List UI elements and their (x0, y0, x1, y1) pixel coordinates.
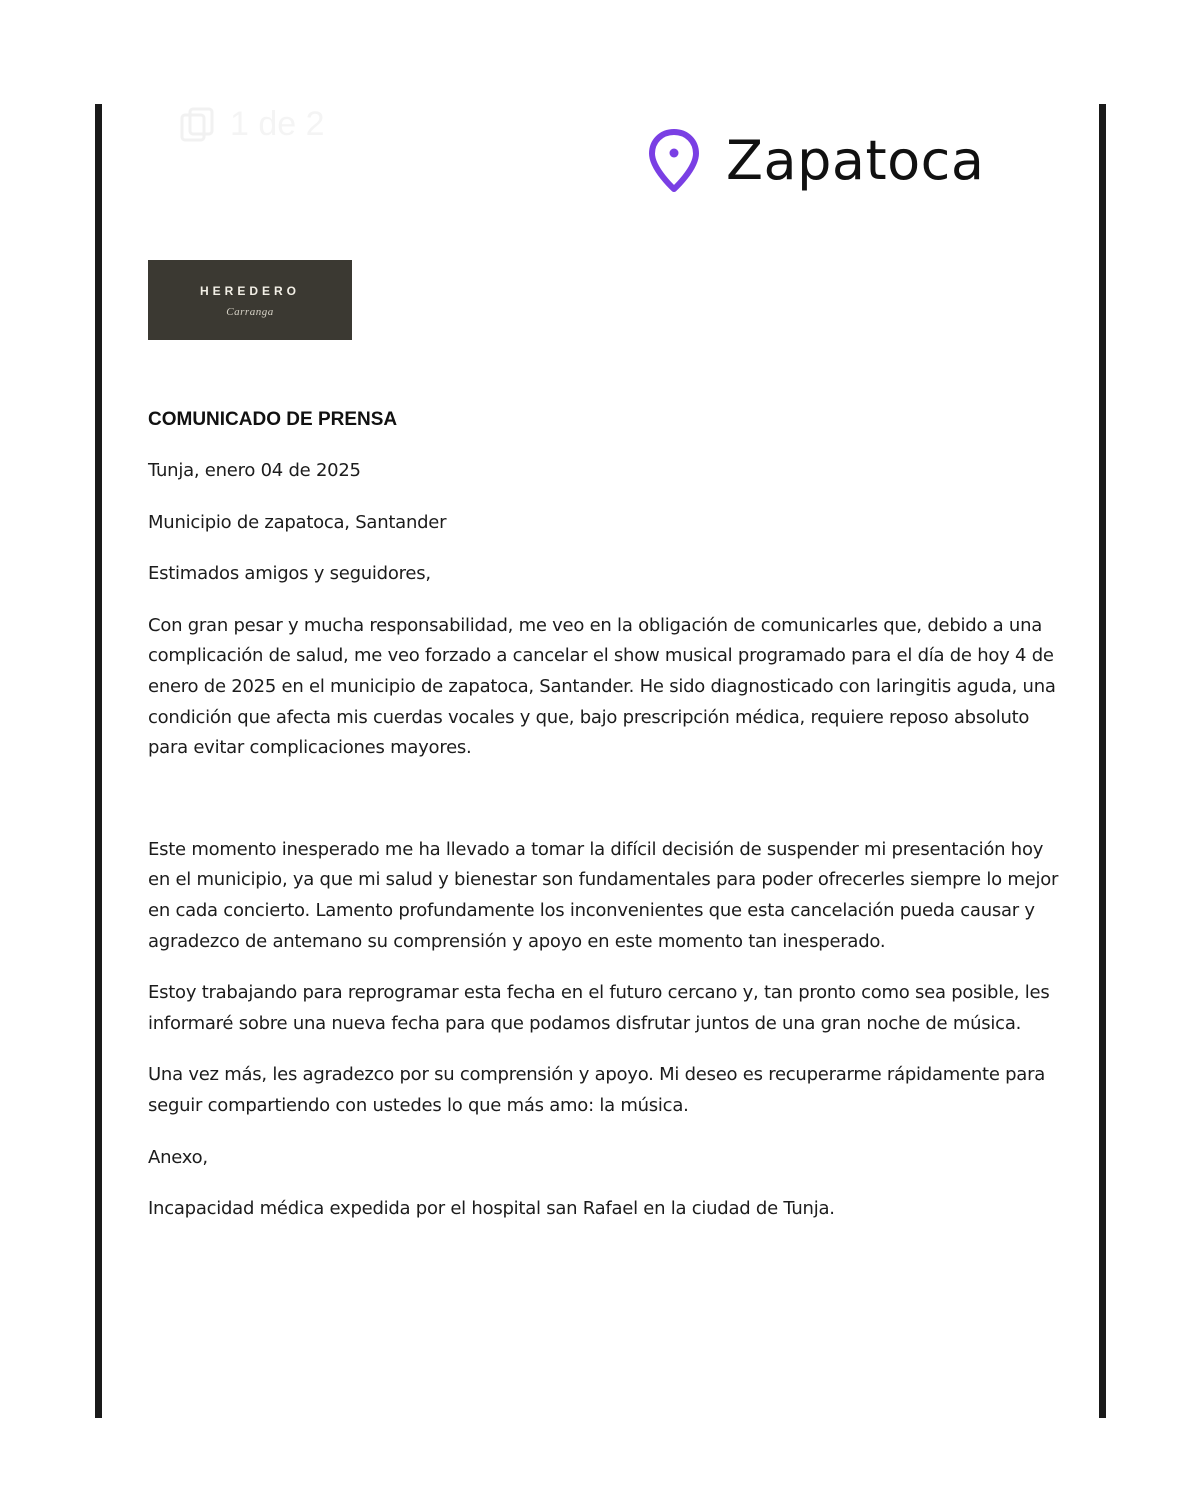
map-pin-icon (648, 128, 700, 194)
place-line: Municipio de zapatoca, Santander (148, 511, 447, 533)
location-name: Zapatoca (726, 129, 985, 192)
left-border-bar (95, 104, 102, 1418)
location-tag (648, 128, 984, 194)
press-release-body (148, 409, 1060, 1246)
logo-main-text: HEREDERO (199, 284, 300, 298)
annex-label: Anexo, (148, 1146, 208, 1168)
date-line: Tunja, enero 04 de 2025 (148, 460, 361, 481)
paragraph-1: Con gran pesar y mucha responsabilidad, me veo en la obligación de comunicarles que, debido a una complicación de salud, me veo forzado a cancelar el show musical programado para el día de hoy 4 de enero de 2025 en el municipio de zapatoca, Santander. He sido diagnosticado con laringitis aguda, una condición que afecta mis cuerdas vocales y que, bajo prescripción médica, requiere reposo absoluto para evitar complicaciones mayores. (148, 614, 1056, 759)
press-release-heading: COMUNICADO DE PRENSA (148, 409, 398, 430)
page-indicator (178, 105, 325, 144)
paragraph-2: Este momento inesperado me ha llevado a tomar la difícil decisión de suspender mi presentación hoy en el municipio, ya que mi salud y bienestar son fundamentales para poder ofrecerles siempre lo mejor en cada concierto. Lamento profundamente los inconvenientes que esta cancelación pueda causar y agradezco de antemano su comprensión y apoyo en este momento tan inesperado. (148, 838, 1059, 952)
paragraph-3: Estoy trabajando para reprogramar esta fecha en el futuro cercano y, tan pronto como sea posible, les informaré sobre una nueva fecha para que podamos disfrutar juntos de una gran noche de música. (148, 982, 1050, 1034)
heredero-logo (148, 260, 352, 340)
greeting: Estimados amigos y seguidores, (148, 563, 431, 585)
annex-text: Incapacidad médica expedida por el hospital san Rafael en la ciudad de Tunja. (148, 1198, 835, 1220)
copy-icon (178, 106, 216, 144)
page-indicator-text: 1 de 2 (230, 105, 325, 143)
logo-sub-text: Carranga (226, 306, 274, 318)
paragraph-4: Una vez más, les agradezco por su comprensión y apoyo. Mi deseo es recuperarme rápidamente para seguir compartiendo con ustedes lo que más amo: la música. (148, 1064, 1046, 1116)
right-border-bar (1099, 104, 1106, 1418)
